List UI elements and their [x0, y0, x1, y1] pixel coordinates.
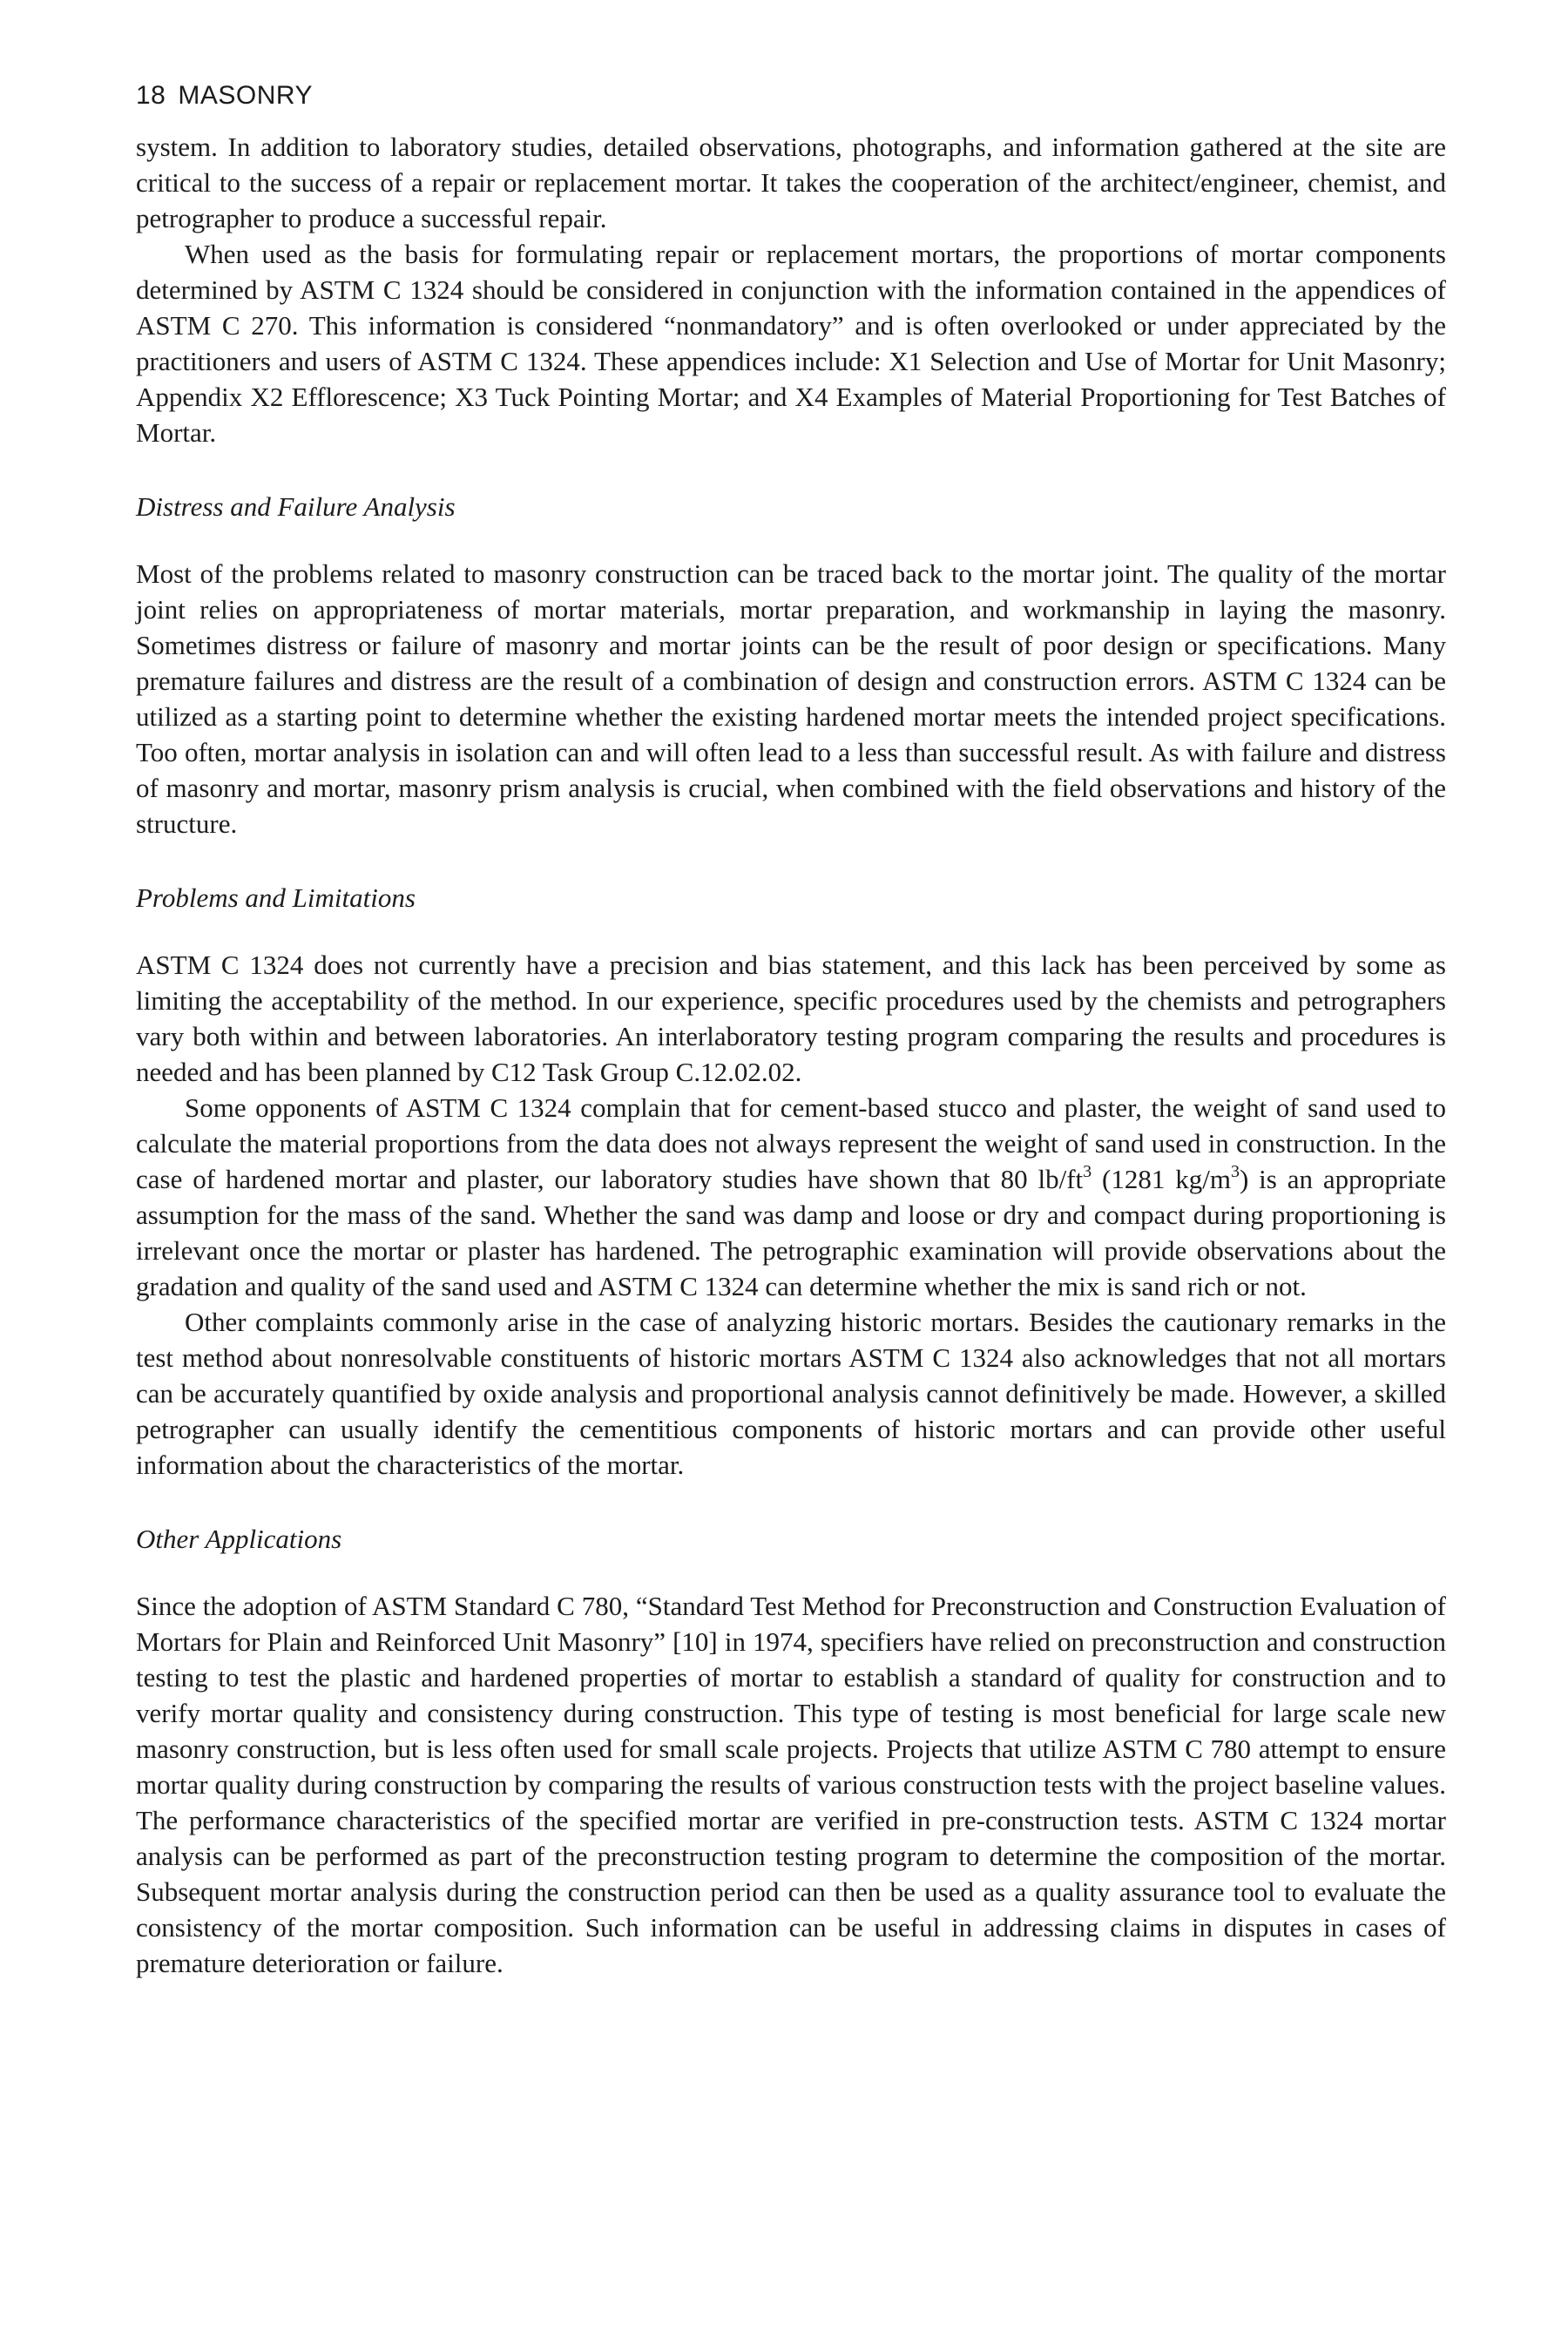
paragraph-text: (1281 kg/m	[1092, 1164, 1231, 1194]
paragraph-text: Some opponents of ASTM C 1324 complain that for cement-based stucco and plaster, the weight of sand used to calculate the material proportions from the data does not always represent the weight of sand used in construction. In the case of hardened mortar and plaster, our laboratory studies have shown that 80 lb/ft	[136, 1092, 1446, 1194]
running-title: MASONRY	[178, 81, 314, 110]
paragraph: When used as the basis for formulating repair or replacement mortars, the proportions of mortar components determined by ASTM C 1324 should be considered in conjunction with the information contained in the appendices of ASTM C 270. This information is considered “nonmandatory” and is often overlooked or under appreciated by the practitioners and users of ASTM C 1324. These appendices include: X1 Selection and Use of Mortar for Unit Masonry; Appendix X2 Efflorescence; X3 Tuck Pointing Mortar; and X4 Examples of Material Proportioning for Test Batches of Mortar.	[136, 239, 1446, 448]
paragraph	[136, 1090, 1446, 1304]
section-heading-other: Other Applications	[136, 1524, 342, 1554]
page-number: 18	[136, 81, 166, 110]
paragraph: Most of the problems related to masonry construction can be traced back to the mortar joint. The quality of the mortar joint relies on appropriateness of mortar materials, mortar preparation, and workmanship in laying the masonry. Sometimes distress or failure of masonry and mortar joints can be the result of poor design or specifications. Many premature failures and distress are the result of a combination of design and construction errors. ASTM C 1324 can be utilized as a starting point to determine whether the existing hardened mortar meets the intended project specifications. Too often, mortar analysis in isolation can and will often lead to a less than successful result. As with failure and distress of masonry and mortar, masonry prism analysis is crucial, when combined with the field observations and history of the structure.	[136, 558, 1446, 839]
superscript: 3	[1230, 1161, 1240, 1181]
section-heading-problems: Problems and Limitations	[136, 882, 416, 913]
superscript: 3	[1083, 1161, 1092, 1181]
paragraph-text: ) is an appropriate assumption for the mass of the sand. Whether the sand was damp and loose or dry and compact during proportioning is irrelevant once the mortar or plaster has hardened. The petrographic examination will provide observations about the gradation and quality of the sand used and ASTM C 1324 can determine whether the mix is sand rich or not.	[136, 1164, 1446, 1301]
body-text	[136, 129, 1446, 1981]
paragraph: ASTM C 1324 does not currently have a precision and bias statement, and this lack has been perceived by some as limiting the acceptability of the method. In our experience, specific procedures used by the chemists and petrographers vary both within and between laboratories. An interlaboratory testing program comparing the results and procedures is needed and has been planned by C12 Task Group C.12.02.02.	[136, 950, 1446, 1087]
running-header	[136, 78, 1446, 113]
paragraph: system. In addition to laboratory studies, detailed observations, photographs, and information gathered at the site are critical to the success of a repair or replacement mortar. It takes the cooperation of the architect/engineer, chemist, and petrographer to produce a successful repair.	[136, 132, 1446, 233]
paragraph: Since the adoption of ASTM Standard C 780, “Standard Test Method for Preconstruction and Construction Evaluation of Mortars for Plain and Reinforced Unit Masonry” [10] in 1974, specifiers have relied on preconstruction and construction testing to test the plastic and hardened properties of mortar to establish a standard of quality for construction and to verify mortar quality and consistency during construction. This type of testing is most beneficial for large scale new masonry construction, but is less often used for small scale projects. Projects that utilize ASTM C 780 attempt to ensure mortar quality during construction by comparing the results of various construction tests with the project baseline values. The performance characteristics of the specified mortar are verified in pre-construction tests. ASTM C 1324 mortar analysis can be performed as part of the preconstruction testing program to determine the composition of the mortar. Subsequent mortar analysis during the construction period can then be used as a quality assurance tool to evaluate the consistency of the mortar composition. Such information can be useful in addressing claims in disputes in cases of premature deterioration or failure.	[136, 1591, 1446, 1978]
section-heading-distress: Distress and Failure Analysis	[136, 491, 456, 522]
document-page	[136, 78, 1446, 1981]
paragraph: Other complaints commonly arise in the case of analyzing historic mortars. Besides the cautionary remarks in the test method about nonresolvable constituents of historic mortars ASTM C 1324 also acknowledges that not all mortars can be accurately quantified by oxide analysis and proportional analysis cannot definitively be made. However, a skilled petrographer can usually identify the cementitious components of historic mortars and can provide other useful information about the characteristics of the mortar.	[136, 1307, 1446, 1480]
